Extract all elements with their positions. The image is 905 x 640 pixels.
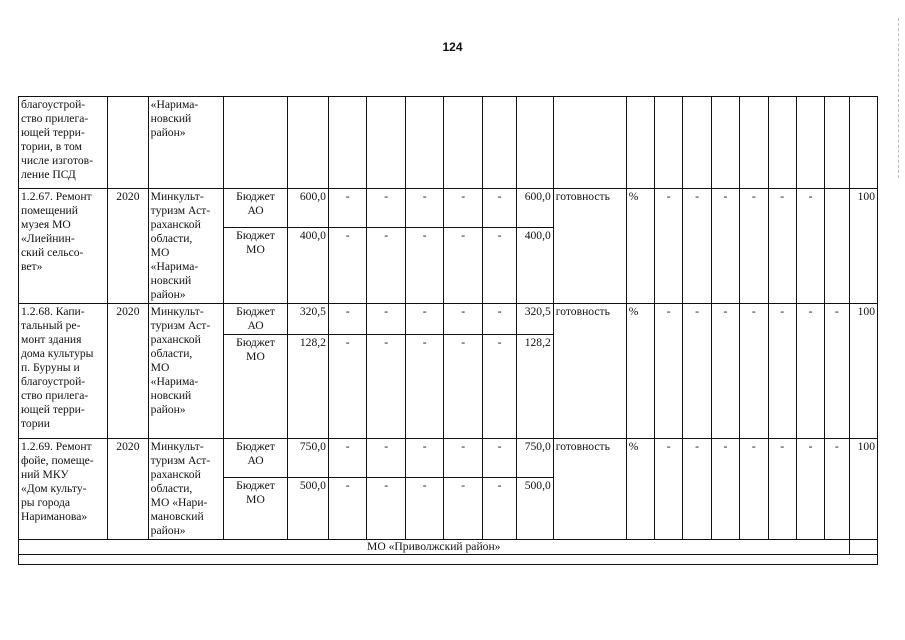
table-row <box>19 555 878 565</box>
total-cell: 128,2 <box>517 335 553 439</box>
target-cell: 100 <box>849 189 877 304</box>
funding-source: Бюджет МО <box>223 228 288 304</box>
measure-name: благоустрой- ство прилега- ющей терри- тории, в том числе изготов- ление ПСД <box>19 97 108 189</box>
measure-name: 1.2.67. Ремонт помещений музея МО «Лиейнин- ский сельсо- вет» <box>19 189 108 304</box>
indicator-cell: готовность <box>553 304 626 439</box>
indicator-cell: готовность <box>553 439 626 540</box>
scan-edge-marks <box>898 18 901 178</box>
total-cell: 750,0 <box>517 439 553 478</box>
year-cell: 2020 <box>108 439 149 540</box>
table-row <box>19 540 878 555</box>
amount-cell: 500,0 <box>288 478 329 540</box>
funding-source: Бюджет АО <box>223 189 288 228</box>
table-row: Бюджет МО 400,0 - - - - - 400,0 <box>19 228 878 304</box>
amount-cell: 128,2 <box>288 335 329 439</box>
table-row: 1.2.68. Капи- тальный ре- монт здания дома культуры п. Буруны и благоустрой- ство прилега- ющей терри- тории 2020 Минкульт- туризм Аст- раханской области, МО «Нарима- новский район» Бюджет АО 320,5 - - - - - 320,5 готовность % - - - - - - - 100 <box>19 304 878 335</box>
page-number: 124 <box>442 40 463 54</box>
total-cell: 500,0 <box>517 478 553 540</box>
funding-source: Бюджет МО <box>223 478 288 540</box>
unit-cell: % <box>626 304 654 439</box>
total-cell: 320,5 <box>517 304 553 335</box>
total-cell: 400,0 <box>517 228 553 304</box>
executor-cell: Минкульт- туризм Аст- раханской области, МО «Нарима- новский район» <box>148 189 223 304</box>
indicator-cell: готовность <box>553 189 626 304</box>
unit-cell: % <box>626 439 654 540</box>
executor-cell: Минкульт- туризм Аст- раханской области, МО «Нарима- новский район» <box>148 304 223 439</box>
funding-source: Бюджет МО <box>223 335 288 439</box>
table-row: Бюджет МО 128,2 - - - - - 128,2 <box>19 335 878 439</box>
executor-cell: Минкульт- туризм Аст- раханской области, МО «Нари- мановский район» <box>148 439 223 540</box>
funding-source: Бюджет АО <box>223 439 288 478</box>
table-row: 1.2.69. Ремонт фойе, помеще- ний МКУ «Дом культу- ры города Нариманова» 2020 Минкульт- туризм Аст- раханской области, МО «Нари- мановский район» Бюджет АО 750,0 - - - - - 750,0 готовность % - - - - - - - 100 <box>19 439 878 478</box>
funding-source: Бюджет АО <box>223 304 288 335</box>
year-cell <box>108 97 149 189</box>
amount-cell: 750,0 <box>288 439 329 478</box>
amount-cell: 400,0 <box>288 228 329 304</box>
measure-name: 1.2.68. Капи- тальный ре- монт здания дома культуры п. Буруны и благоустрой- ство прилега- ющей терри- тории <box>19 304 108 439</box>
executor-cell: «Нарима- новский район» <box>148 97 223 189</box>
amount-cell: 600,0 <box>288 189 329 228</box>
target-cell: 100 <box>849 304 877 439</box>
table-row: Бюджет МО 500,0 - - - - - 500,0 <box>19 478 878 540</box>
amount-cell: 320,5 <box>288 304 329 335</box>
section-header: МО «Приволжский район» <box>19 540 850 555</box>
program-table <box>18 96 878 565</box>
unit-cell: % <box>626 189 654 304</box>
table-row: 1.2.67. Ремонт помещений музея МО «Лиейнин- ский сельсо- вет» 2020 Минкульт- туризм Аст- раханской области, МО «Нарима- новский район» Бюджет АО 600,0 - - - - - 600,0 готовность % - - - - - - 100 <box>19 189 878 228</box>
year-cell: 2020 <box>108 189 149 304</box>
year-cell: 2020 <box>108 304 149 439</box>
table-row <box>19 97 878 189</box>
measure-name: 1.2.69. Ремонт фойе, помеще- ний МКУ «Дом культу- ры города Нариманова» <box>19 439 108 540</box>
total-cell: 600,0 <box>517 189 553 228</box>
target-cell: 100 <box>849 439 877 540</box>
